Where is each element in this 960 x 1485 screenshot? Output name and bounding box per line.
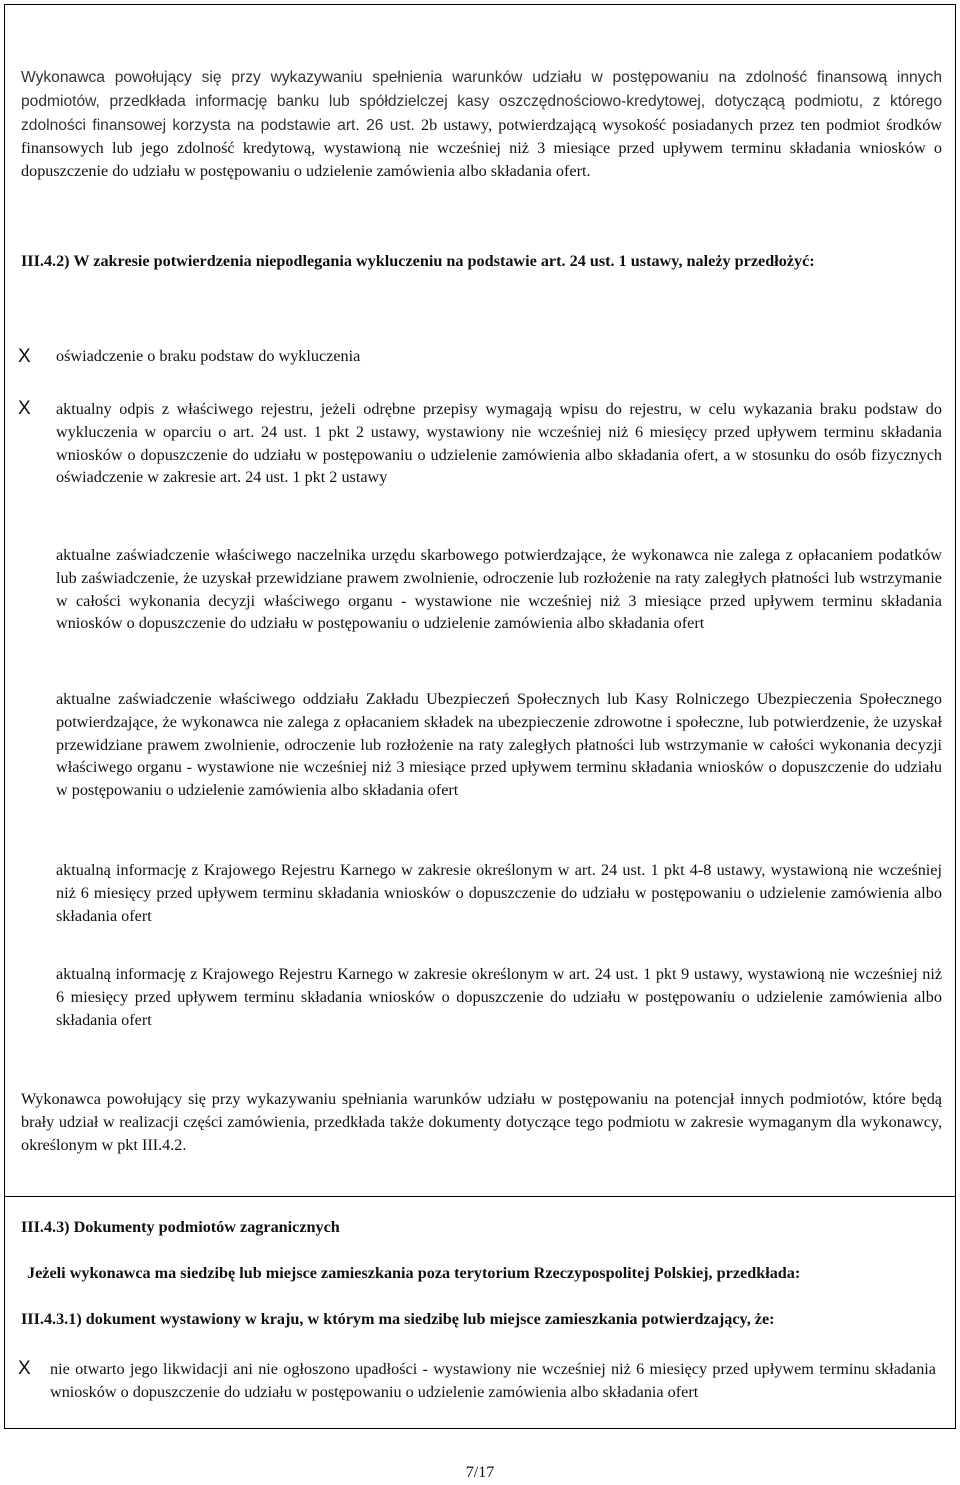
intro-text-part2: 2b ustawy, potwierdzającą wysokość posiadanych przez ten podmiot środków finansowych lub jego zdolność kredytową, wystawioną nie wcześniej niż 3 miesiące przed upływem terminu składania wniosków o dopuszczenie do udziału w postępowaniu o udzielenie zamówienia albo składania ofert. bbox=[21, 115, 942, 181]
section-heading-iii-4-3: III.4.3) Dokumenty podmiotów zagranicznych bbox=[21, 1218, 340, 1236]
item3-text: aktualne zaświadczenie właściwego naczelnika urzędu skarbowego potwierdzające, że wykonawca nie zalega z opłacaniem podatków lub zaświadczenie, że uzyskał przewidziane prawem zwolnienie, odroczenie lub rozłożenie na raty zaległych płatności lub wstrzymanie w całości wykonania decyzji właściwego organu - wystawione nie wcześniej niż 3 miesiące przed upływem terminu składania wniosków o dopuszczenie do udziału w postępowaniu o udzielenie zamówienia albo składania ofert bbox=[56, 546, 942, 633]
item4-text: aktualne zaświadczenie właściwego oddziału Zakładu Ubezpieczeń Społecznych lub Kasy Rolniczego Ubezpieczenia Społecznego potwierdzające, że wykonawca nie zalega z opłacaniem składek na ubezpieczenie zdrowotne i społeczne, lub potwierdzenie, że uzyskał przewidziane prawem zwolnienie, odroczenie lub rozłożenie na raty zaległych płatności lub wstrzymanie w całości wykonania decyzji właściwego organu - wystawione nie wcześniej niż 3 miesiące przed upływem terminu składania wniosków o dopuszczenie do udziału w postępowaniu o udzielenie zamówienia albo składania ofert bbox=[56, 690, 942, 800]
item2-checkbox-mark: X bbox=[18, 398, 31, 419]
intro-text-part1: Wykonawca powołujący się przy wykazywaniu spełnienia warunków udziału w postępowaniu na zdolność finansową innych podmiotów, przedkłada informację banku lub spółdzielczej kasy oszczędnościowo-kredytowej, dotyczącą podmiotu, z którego zdolności finansowej korzysta na podstawie art. 26 ust. bbox=[21, 69, 942, 134]
item1-text: oświadczenie o braku podstaw do wykluczenia bbox=[56, 347, 361, 365]
top-border bbox=[4, 4, 956, 5]
foreign-item1-checkbox-mark: X bbox=[18, 1358, 31, 1379]
item5-text: aktualną informację z Krajowego Rejestru Karnego w zakresie określonym w art. 24 ust. 1 pkt 4-8 ustawy, wystawioną nie wcześniej niż 6 miesięcy przed upływem terminu składania wniosków o dopuszczenie do udziału w postępowaniu o udzielenie zamówienia albo składania ofert bbox=[56, 861, 942, 925]
closing-paragraph: Wykonawca powołujący się przy wykazywaniu spełniania warunków udziału w postępowaniu na potencjał innych podmiotów, które będą brały udział w realizacji części zamówienia, przedkłada także dokumenty dotyczące tego podmiotu w zakresie wymaganym dla wykonawcy, określonym w pkt III.4.2. bbox=[21, 1090, 942, 1154]
right-border bbox=[955, 4, 956, 1428]
item1-checkbox-mark: X bbox=[18, 346, 31, 367]
page-number: 7/17 bbox=[465, 1464, 495, 1481]
item2-text-content: aktualny odpis z właściwego rejestru, jeżeli odrębne przepisy wymagają wpisu do rejestru, w celu wykazania braku podstaw do wykluczenia w oparciu o art. 24 ust. 1 pkt 2 ustawy, wystawiony nie wcześniej niż 6 miesięcy przed upływem terminu składania wniosków o dopuszczenie do udziału w postępowaniu o udzielenie zamówienia albo składania ofert, a w stosunku do osób fizycznych oświadczenie w zakresie art. 24 ust. 1 pkt 2 ustawy bbox=[56, 400, 942, 487]
left-border bbox=[4, 4, 5, 1428]
item2-text bbox=[56, 398, 942, 489]
section-divider bbox=[4, 1196, 956, 1197]
section-heading-iii-4-2: III.4.2) W zakresie potwierdzenia niepodlegania wykluczeniu na podstawie art. 24 ust. 1 ustawy, należy przedłożyć: bbox=[21, 252, 815, 270]
foreign-item1-text: nie otwarto jego likwidacji ani nie ogłoszono upadłości - wystawiony nie wcześniej niż 6 miesięcy przed upływem terminu składania wniosków o dopuszczenie do udziału w postępowaniu o udzielenie zamówienia albo składania ofert bbox=[50, 1360, 936, 1401]
item6-text: aktualną informację z Krajowego Rejestru Karnego w zakresie określonym w art. 24 ust. 1 pkt 9 ustawy, wystawioną nie wcześniej niż 6 miesięcy przed upływem terminu składania wniosków o dopuszczenie do udziału w postępowaniu o udzielenie zamówienia albo składania ofert bbox=[56, 965, 942, 1029]
foreign-condition-text: Jeżeli wykonawca ma siedzibę lub miejsce zamieszkania poza terytorium Rzeczypospolitej Polskiej, przedkłada: bbox=[27, 1264, 801, 1282]
bottom-border bbox=[4, 1428, 956, 1429]
intro-paragraph bbox=[21, 66, 942, 183]
sub-heading-iii-4-3-1: III.4.3.1) dokument wystawiony w kraju, w którym ma siedzibę lub miejsce zamieszkania potwierdzający, że: bbox=[21, 1310, 775, 1328]
